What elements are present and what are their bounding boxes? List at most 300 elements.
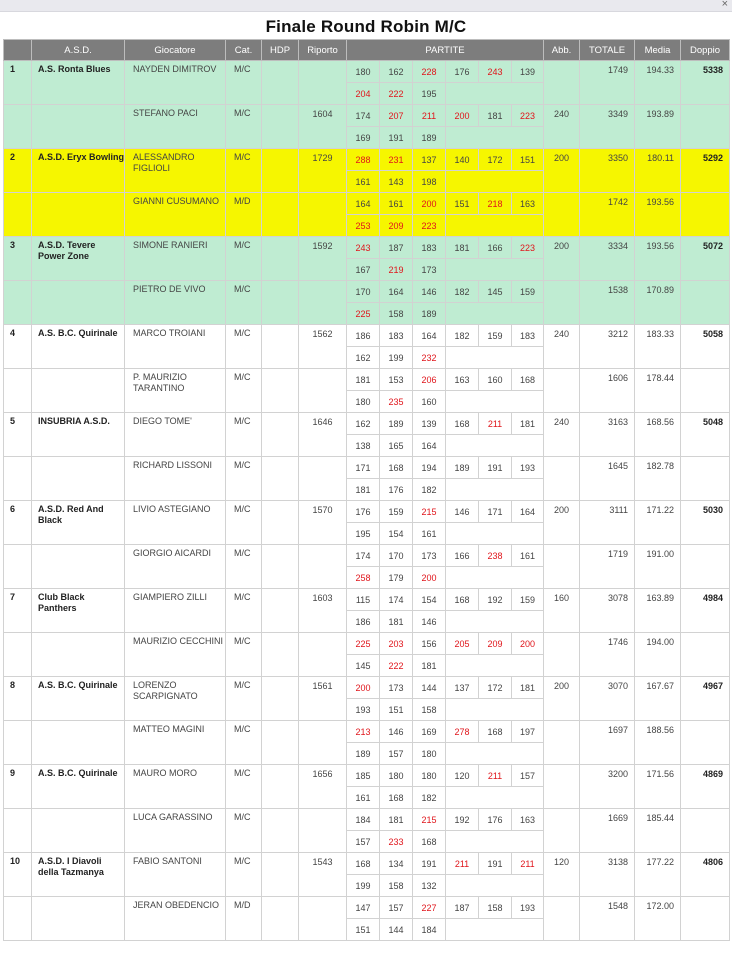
player-hdp <box>262 545 299 589</box>
game-score: 199 <box>380 347 413 369</box>
team-doppio-empty <box>681 281 730 325</box>
game-score: 184 <box>413 919 446 941</box>
player-media: 167.67 <box>635 677 681 721</box>
game-score: 181 <box>413 655 446 677</box>
player-total: 3212 <box>580 325 635 369</box>
game-score: 145 <box>479 281 512 303</box>
player-row <box>4 61 730 83</box>
game-score: 162 <box>380 61 413 83</box>
game-score: 211 <box>446 853 479 875</box>
game-score: 253 <box>347 215 380 237</box>
game-score: 168 <box>446 413 479 435</box>
player-name: MAURO MORO <box>125 765 226 809</box>
game-score: 160 <box>413 391 446 413</box>
team-position-empty <box>4 193 32 237</box>
player-hdp <box>262 149 299 193</box>
game-score: 191 <box>380 127 413 149</box>
col-header-doppio: Doppio <box>681 40 730 61</box>
player-total: 1746 <box>580 633 635 677</box>
game-score: 189 <box>347 743 380 765</box>
player-row <box>4 149 730 171</box>
player-total: 1606 <box>580 369 635 413</box>
player-row <box>4 237 730 259</box>
game-score: 206 <box>413 369 446 391</box>
game-score: 176 <box>347 501 380 523</box>
empty-game-cell <box>446 787 544 809</box>
team-club-empty <box>32 193 125 237</box>
player-riporto: 1604 <box>299 105 347 149</box>
team-doppio: 5072 <box>681 237 730 281</box>
player-category: M/C <box>226 237 262 281</box>
player-row <box>4 721 730 743</box>
player-name: GIAMPIERO ZILLI <box>125 589 226 633</box>
player-name: ALESSANDRO FIGLIOLI <box>125 149 226 193</box>
player-row <box>4 853 730 875</box>
game-score: 213 <box>347 721 380 743</box>
game-score: 195 <box>347 523 380 545</box>
game-score: 144 <box>413 677 446 699</box>
player-hdp <box>262 413 299 457</box>
player-riporto <box>299 721 347 765</box>
game-score: 161 <box>347 787 380 809</box>
game-score: 176 <box>479 809 512 831</box>
player-abb: 240 <box>544 413 580 457</box>
game-score: 162 <box>347 413 380 435</box>
player-category: M/C <box>226 853 262 897</box>
game-score: 225 <box>347 633 380 655</box>
game-score: 139 <box>413 413 446 435</box>
player-riporto <box>299 457 347 501</box>
player-hdp <box>262 281 299 325</box>
player-total: 3078 <box>580 589 635 633</box>
team-position: 2 <box>4 149 32 193</box>
game-score: 138 <box>347 435 380 457</box>
team-doppio-empty <box>681 897 730 941</box>
team-position-empty <box>4 369 32 413</box>
game-score: 154 <box>413 589 446 611</box>
player-riporto: 1592 <box>299 237 347 281</box>
game-score: 258 <box>347 567 380 589</box>
game-score: 183 <box>380 325 413 347</box>
game-score: 144 <box>380 919 413 941</box>
game-score: 167 <box>347 259 380 281</box>
game-score: 223 <box>512 237 544 259</box>
player-media: 182.78 <box>635 457 681 501</box>
game-score: 243 <box>347 237 380 259</box>
player-abb <box>544 897 580 941</box>
player-hdp <box>262 677 299 721</box>
game-score: 189 <box>380 413 413 435</box>
game-score: 171 <box>347 457 380 479</box>
team-doppio-empty <box>681 369 730 413</box>
game-score: 182 <box>446 281 479 303</box>
player-name: STEFANO PACI <box>125 105 226 149</box>
game-score: 191 <box>479 457 512 479</box>
player-row <box>4 589 730 611</box>
team-position: 7 <box>4 589 32 633</box>
game-score: 164 <box>413 325 446 347</box>
player-category: M/C <box>226 281 262 325</box>
game-score: 222 <box>380 83 413 105</box>
player-row <box>4 545 730 567</box>
player-total: 1749 <box>580 61 635 105</box>
player-abb: 200 <box>544 501 580 545</box>
player-media: 185.44 <box>635 809 681 853</box>
game-score: 185 <box>347 765 380 787</box>
empty-game-cell <box>446 567 544 589</box>
player-hdp <box>262 457 299 501</box>
game-score: 159 <box>380 501 413 523</box>
team-position: 1 <box>4 61 32 105</box>
player-total: 3138 <box>580 853 635 897</box>
player-media: 193.89 <box>635 105 681 149</box>
game-score: 163 <box>512 193 544 215</box>
team-position-empty <box>4 545 32 589</box>
player-media: 194.33 <box>635 61 681 105</box>
col-header-media: Media <box>635 40 681 61</box>
player-abb <box>544 765 580 809</box>
game-score: 180 <box>380 765 413 787</box>
game-score: 193 <box>512 897 544 919</box>
game-score: 189 <box>413 303 446 325</box>
game-score: 176 <box>446 61 479 83</box>
game-score: 174 <box>347 545 380 567</box>
game-score: 161 <box>380 193 413 215</box>
empty-game-cell <box>446 83 544 105</box>
game-score: 168 <box>512 369 544 391</box>
player-abb <box>544 281 580 325</box>
team-position: 8 <box>4 677 32 721</box>
game-score: 158 <box>380 303 413 325</box>
game-score: 169 <box>413 721 446 743</box>
player-hdp <box>262 853 299 897</box>
empty-game-cell <box>446 303 544 325</box>
game-score: 228 <box>413 61 446 83</box>
game-score: 158 <box>413 699 446 721</box>
game-score: 191 <box>413 853 446 875</box>
game-score: 181 <box>380 611 413 633</box>
player-category: M/D <box>226 193 262 237</box>
player-riporto <box>299 545 347 589</box>
player-abb <box>544 721 580 765</box>
player-abb: 240 <box>544 325 580 369</box>
player-row <box>4 765 730 787</box>
empty-game-cell <box>446 655 544 677</box>
team-position: 4 <box>4 325 32 369</box>
player-row <box>4 281 730 303</box>
player-row <box>4 325 730 347</box>
team-position-empty <box>4 721 32 765</box>
player-category: M/D <box>226 897 262 941</box>
game-score: 168 <box>380 457 413 479</box>
player-category: M/C <box>226 369 262 413</box>
game-score: 222 <box>380 655 413 677</box>
player-media: 194.00 <box>635 633 681 677</box>
game-score: 187 <box>446 897 479 919</box>
col-header-giocatore: Giocatore <box>125 40 226 61</box>
player-abb <box>544 369 580 413</box>
game-score: 186 <box>347 611 380 633</box>
game-score: 209 <box>380 215 413 237</box>
game-score: 180 <box>347 391 380 413</box>
player-media: 180.11 <box>635 149 681 193</box>
player-total: 1719 <box>580 545 635 589</box>
game-score: 173 <box>380 677 413 699</box>
game-score: 181 <box>512 677 544 699</box>
player-total: 1742 <box>580 193 635 237</box>
player-category: M/C <box>226 809 262 853</box>
player-name: PIETRO DE VIVO <box>125 281 226 325</box>
game-score: 173 <box>413 545 446 567</box>
results-body <box>4 61 730 941</box>
game-score: 156 <box>413 633 446 655</box>
player-name: RICHARD LISSONI <box>125 457 226 501</box>
player-abb <box>544 809 580 853</box>
team-doppio-empty <box>681 193 730 237</box>
empty-game-cell <box>446 743 544 765</box>
player-hdp <box>262 193 299 237</box>
game-score: 215 <box>413 501 446 523</box>
team-position-empty <box>4 633 32 677</box>
game-score: 180 <box>413 743 446 765</box>
team-club: A.S. B.C. Quirinale <box>32 765 125 809</box>
player-riporto: 1570 <box>299 501 347 545</box>
player-row <box>4 677 730 699</box>
game-score: 171 <box>479 501 512 523</box>
game-score: 186 <box>347 325 380 347</box>
header-row <box>4 40 730 61</box>
game-score: 173 <box>413 259 446 281</box>
game-score: 209 <box>479 633 512 655</box>
player-riporto <box>299 281 347 325</box>
game-score: 157 <box>380 897 413 919</box>
player-category: M/C <box>226 105 262 149</box>
empty-game-cell <box>446 831 544 853</box>
player-media: 177.22 <box>635 853 681 897</box>
player-media: 171.22 <box>635 501 681 545</box>
game-score: 159 <box>512 281 544 303</box>
player-riporto <box>299 369 347 413</box>
player-total: 1645 <box>580 457 635 501</box>
player-name: JERAN OBEDENCIO <box>125 897 226 941</box>
player-hdp <box>262 721 299 765</box>
player-abb <box>544 457 580 501</box>
game-score: 233 <box>380 831 413 853</box>
team-club-empty <box>32 457 125 501</box>
game-score: 195 <box>413 83 446 105</box>
game-score: 166 <box>446 545 479 567</box>
player-row <box>4 897 730 919</box>
team-doppio: 5048 <box>681 413 730 457</box>
game-score: 174 <box>380 589 413 611</box>
player-category: M/C <box>226 61 262 105</box>
team-club: A.S.D. I Diavoli della Tazmanya <box>32 853 125 897</box>
player-total: 1538 <box>580 281 635 325</box>
player-hdp <box>262 369 299 413</box>
team-position-empty <box>4 281 32 325</box>
player-name: MAURIZIO CECCHINI <box>125 633 226 677</box>
page-title: Finale Round Robin M/C <box>265 17 467 36</box>
player-riporto <box>299 61 347 105</box>
game-score: 211 <box>413 105 446 127</box>
game-score: 143 <box>380 171 413 193</box>
team-position-empty <box>4 809 32 853</box>
game-score: 191 <box>479 853 512 875</box>
game-score: 168 <box>479 721 512 743</box>
col-header-totale: TOTALE <box>580 40 635 61</box>
game-score: 235 <box>380 391 413 413</box>
game-score: 183 <box>512 325 544 347</box>
player-name: DIEGO TOME' <box>125 413 226 457</box>
game-score: 179 <box>380 567 413 589</box>
game-score: 161 <box>413 523 446 545</box>
col-header-partite: PARTITE <box>347 40 544 61</box>
game-score: 181 <box>347 479 380 501</box>
empty-game-cell <box>446 347 544 369</box>
player-riporto <box>299 193 347 237</box>
team-club-empty <box>32 897 125 941</box>
player-riporto: 1729 <box>299 149 347 193</box>
game-score: 203 <box>380 633 413 655</box>
player-abb <box>544 545 580 589</box>
game-score: 189 <box>446 457 479 479</box>
empty-game-cell <box>446 259 544 281</box>
game-score: 163 <box>512 809 544 831</box>
game-score: 204 <box>347 83 380 105</box>
player-row <box>4 413 730 435</box>
game-score: 145 <box>347 655 380 677</box>
game-score: 168 <box>347 853 380 875</box>
empty-game-cell <box>446 523 544 545</box>
game-score: 181 <box>347 369 380 391</box>
game-score: 238 <box>479 545 512 567</box>
team-club: A.S. B.C. Quirinale <box>32 677 125 721</box>
player-riporto: 1646 <box>299 413 347 457</box>
team-club: A.S. B.C. Quirinale <box>32 325 125 369</box>
game-score: 146 <box>446 501 479 523</box>
player-media: 183.33 <box>635 325 681 369</box>
team-position-empty <box>4 897 32 941</box>
player-abb: 200 <box>544 149 580 193</box>
game-score: 146 <box>413 611 446 633</box>
player-total: 1669 <box>580 809 635 853</box>
game-score: 164 <box>512 501 544 523</box>
close-icon[interactable]: × <box>721 0 728 10</box>
game-score: 134 <box>380 853 413 875</box>
player-total: 3349 <box>580 105 635 149</box>
team-club-empty <box>32 721 125 765</box>
player-hdp <box>262 501 299 545</box>
game-score: 193 <box>512 457 544 479</box>
game-score: 181 <box>479 105 512 127</box>
game-score: 181 <box>512 413 544 435</box>
game-score: 162 <box>347 347 380 369</box>
player-name: LIVIO ASTEGIANO <box>125 501 226 545</box>
player-media: 193.56 <box>635 193 681 237</box>
col-header-abb: Abb. <box>544 40 580 61</box>
game-score: 211 <box>479 765 512 787</box>
game-score: 192 <box>446 809 479 831</box>
player-category: M/C <box>226 589 262 633</box>
empty-game-cell <box>446 215 544 237</box>
game-score: 181 <box>380 809 413 831</box>
game-score: 192 <box>479 589 512 611</box>
col-header-hdp: HDP <box>262 40 299 61</box>
player-media: 178.44 <box>635 369 681 413</box>
game-score: 139 <box>512 61 544 83</box>
game-score: 200 <box>446 105 479 127</box>
team-doppio: 5030 <box>681 501 730 545</box>
player-media: 172.00 <box>635 897 681 941</box>
team-doppio: 4984 <box>681 589 730 633</box>
game-score: 159 <box>479 325 512 347</box>
game-score: 158 <box>479 897 512 919</box>
game-score: 181 <box>446 237 479 259</box>
game-score: 219 <box>380 259 413 281</box>
player-row <box>4 633 730 655</box>
col-header-pos <box>4 40 32 61</box>
game-score: 197 <box>512 721 544 743</box>
game-score: 199 <box>347 875 380 897</box>
empty-game-cell <box>446 919 544 941</box>
game-score: 194 <box>413 457 446 479</box>
game-score: 166 <box>479 237 512 259</box>
player-riporto <box>299 897 347 941</box>
player-category: M/C <box>226 149 262 193</box>
team-doppio-empty <box>681 457 730 501</box>
game-score: 132 <box>413 875 446 897</box>
player-name: LORENZO SCARPIGNATO <box>125 677 226 721</box>
player-abb <box>544 633 580 677</box>
player-name: MATTEO MAGINI <box>125 721 226 765</box>
empty-game-cell <box>446 479 544 501</box>
team-position: 3 <box>4 237 32 281</box>
player-media: 191.00 <box>635 545 681 589</box>
game-score: 151 <box>446 193 479 215</box>
player-category: M/C <box>226 457 262 501</box>
empty-game-cell <box>446 435 544 457</box>
player-media: 193.56 <box>635 237 681 281</box>
game-score: 231 <box>380 149 413 171</box>
game-score: 157 <box>380 743 413 765</box>
game-score: 200 <box>413 567 446 589</box>
empty-game-cell <box>446 875 544 897</box>
player-total: 1697 <box>580 721 635 765</box>
team-doppio-empty <box>681 545 730 589</box>
game-score: 157 <box>347 831 380 853</box>
game-score: 151 <box>380 699 413 721</box>
game-score: 184 <box>347 809 380 831</box>
game-score: 115 <box>347 589 380 611</box>
player-name: GIORGIO AICARDI <box>125 545 226 589</box>
game-score: 168 <box>413 831 446 853</box>
team-club-empty <box>32 545 125 589</box>
player-abb: 240 <box>544 105 580 149</box>
team-club-empty <box>32 369 125 413</box>
game-score: 158 <box>380 875 413 897</box>
player-name: GIANNI CUSUMANO <box>125 193 226 237</box>
player-category: M/C <box>226 501 262 545</box>
player-hdp <box>262 809 299 853</box>
team-position-empty <box>4 457 32 501</box>
game-score: 205 <box>446 633 479 655</box>
game-score: 288 <box>347 149 380 171</box>
team-doppio: 5292 <box>681 149 730 193</box>
game-score: 137 <box>446 677 479 699</box>
player-media: 171.56 <box>635 765 681 809</box>
player-row <box>4 809 730 831</box>
player-total: 3350 <box>580 149 635 193</box>
